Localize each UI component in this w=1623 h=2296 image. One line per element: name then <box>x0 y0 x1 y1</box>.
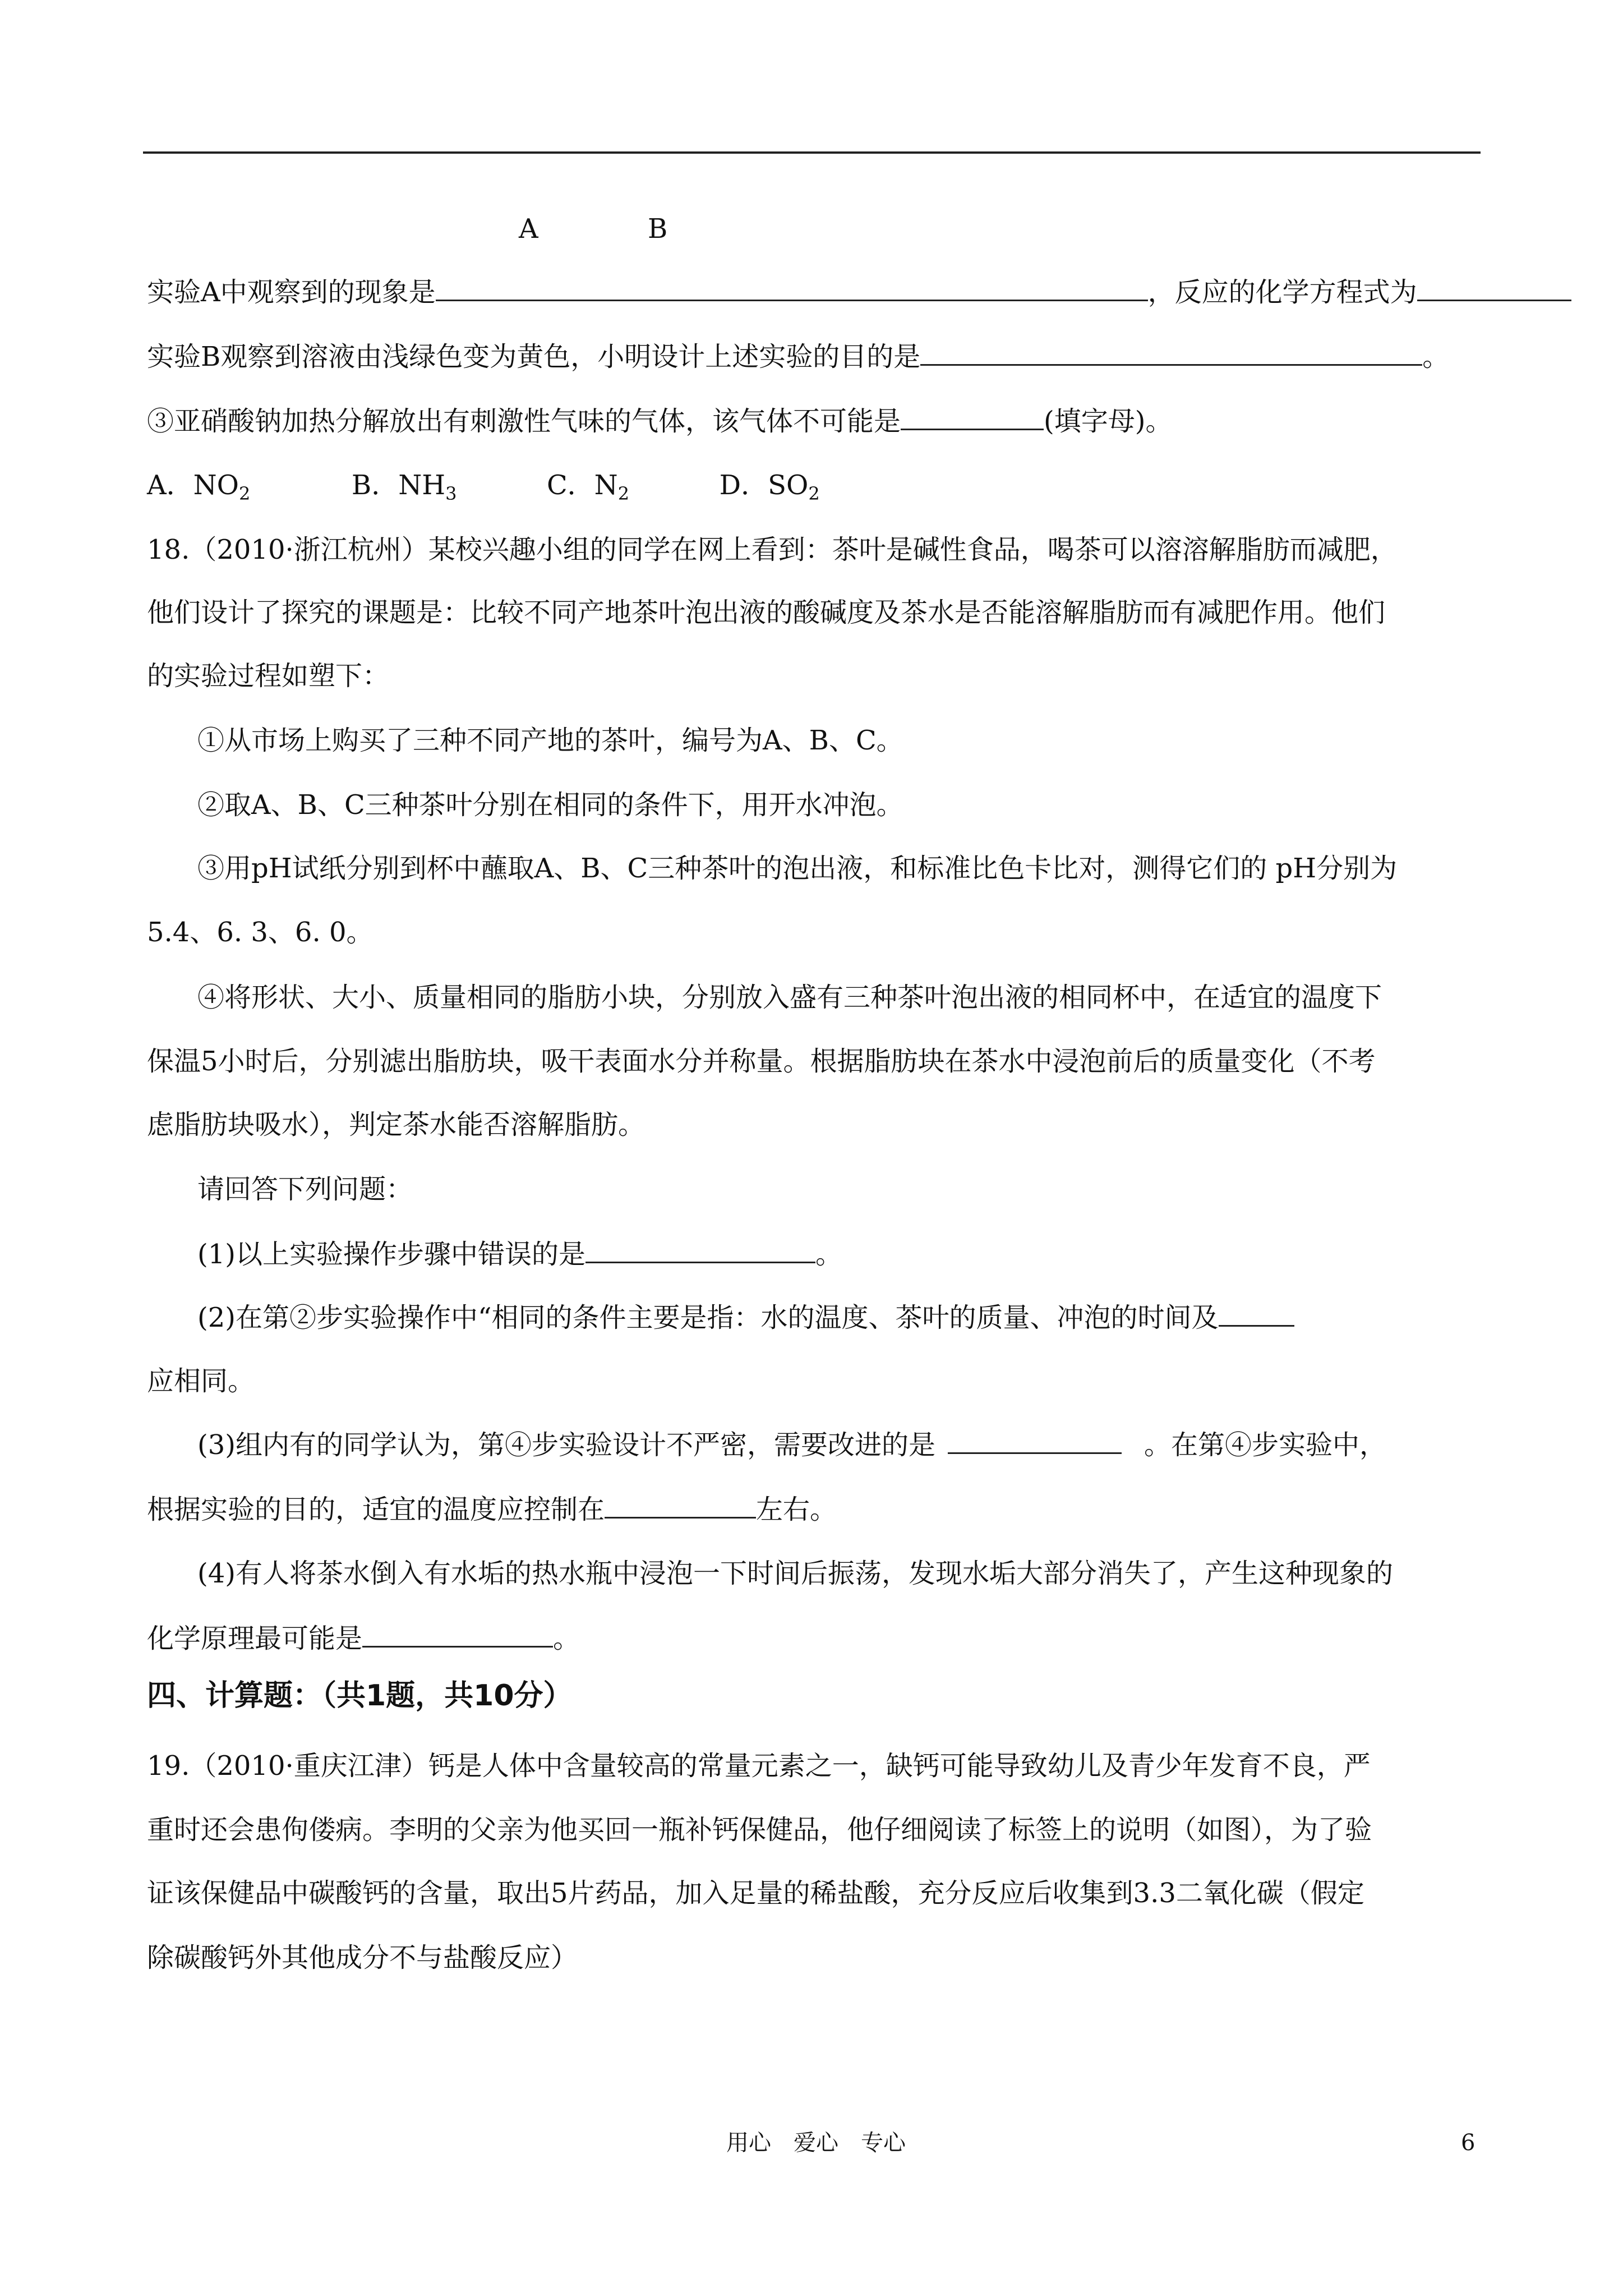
q18-sub1 <box>197 1237 842 1271</box>
punctuation: 。 <box>553 1623 580 1654</box>
q19-line2: 重时还会患佝偻病。李明的父亲为他买回一瓶补钙保健品，他仔细阅读了标签上的说明（如图），为了验 <box>147 1814 1372 1846</box>
q18-sub2-line1 <box>197 1300 1294 1335</box>
q18-step1: ①从市场上购买了三种不同产地的茶叶，编号为A、B、C。 <box>197 725 903 756</box>
q18-intro-line3: 的实验过程如塑下： <box>147 660 390 692</box>
sub3-temp-text: 根据实验的目的，适宜的温度应控制在 <box>147 1494 605 1525</box>
page-number: 6 <box>1461 2130 1476 2156</box>
answer-blank-equation[interactable] <box>1417 275 1571 301</box>
sub1-text: (1)以上实验操作步骤中错误的是 <box>197 1239 585 1270</box>
q17-options <box>147 468 820 510</box>
q18-sub4-line1: (4)有人将茶水倒入有水垢的热水瓶中浸泡一下时间后振荡，发现水垢大部分消失了，产生这种现象的 <box>197 1558 1393 1589</box>
sub2-text: (2)在第②步实验操作中“相同的条件主要是指：水的温度、茶叶的质量、冲泡的时间及 <box>197 1302 1219 1333</box>
option-d: D．$SO_2$ <box>719 470 820 504</box>
q18-step4-line2: 保温5小时后，分别滤出脂肪块，吸干表面水分并称量。根据脂肪块在茶水中浸泡前后的质量变化（不考 <box>147 1046 1376 1077</box>
sub3-temp-end: 左右。 <box>756 1494 837 1525</box>
q18-step4-line1: ④将形状、大小、质量相同的脂肪小块，分别放入盛有三种茶叶泡出液的相同杯中，在适宜的温度下 <box>197 982 1382 1013</box>
q17-line2 <box>147 339 1449 374</box>
header-rule <box>143 151 1481 154</box>
q18-sub4-line2 <box>147 1621 580 1655</box>
q18-step4-line3: 虑脂肪块吸水），判定茶水能否溶解脂肪。 <box>147 1109 645 1140</box>
option-b: B．$NH_3$ <box>351 470 457 504</box>
q18-step3-line1: ③用pH试纸分别到杯中蘸取A、B、C三种茶叶的泡出液，和标准比色卡比对，测得它们的 pH分别为 <box>197 853 1398 884</box>
punctuation: 。 <box>815 1239 843 1270</box>
punctuation: 。 <box>1422 341 1450 372</box>
q17-equation-label: ，反应的化学方程式为 <box>1147 277 1417 308</box>
q18-intro-line2: 他们设计了探究的课题是：比较不同产地茶叶泡出液的酸碱度及茶水是否能溶解脂肪而有减肥作用。他们 <box>147 597 1386 628</box>
q19-line1: 19.（2010·重庆江津）钙是人体中含量较高的常量元素之一，缺钙可能导致幼儿及青少年发育不良，严 <box>147 1750 1371 1782</box>
figure-label-b: B <box>648 213 668 245</box>
q18-step3-line2: 5.4、6. 3、6. 0。 <box>147 917 374 948</box>
answer-blank-purpose[interactable] <box>920 339 1422 366</box>
q17-phenomenon-label: 实验A中观察到的现象是 <box>147 277 436 308</box>
section-heading: 四、计算题：（共1题，共10分） <box>147 1679 573 1713</box>
q18-step2: ②取A、B、C三种茶叶分别在相同的条件下，用开水冲泡。 <box>197 789 903 821</box>
q17-gas-label: ③亚硝酸钠加热分解放出有刺激性气味的气体，该气体不可能是 <box>147 406 901 437</box>
option-c: C．$N_2$ <box>546 470 630 504</box>
figure-label-a: A <box>519 213 538 245</box>
q19-line3: 证该保健品中碳酸钙的含量，取出5片药品，加入足量的稀盐酸，充分反应后收集到3.3二氧化碳（假定 <box>147 1878 1364 1909</box>
answer-blank-sub2[interactable] <box>1219 1300 1294 1327</box>
answer-blank-sub3-improve[interactable] <box>948 1428 1122 1454</box>
q17-purpose-label: 实验B观察到溶液由浅绿色变为黄色，小明设计上述实验的目的是 <box>147 341 921 372</box>
q18-intro-line1: 18.（2010·浙江杭州）某校兴趣小组的同学在网上看到：茶叶是碱性食品，喝茶可以溶溶解脂肪而减肥， <box>147 534 1398 565</box>
answer-blank-sub1[interactable] <box>585 1237 815 1263</box>
answer-blank-gas[interactable] <box>901 404 1044 430</box>
answer-blank-phenomenon[interactable] <box>436 275 1148 301</box>
answer-blank-sub3-temp[interactable] <box>605 1492 756 1519</box>
q18-prompt: 请回答下列问题： <box>197 1174 413 1205</box>
q19-line4: 除碳酸钙外其他成分不与盐酸反应） <box>147 1942 578 1973</box>
q18-sub3-line2 <box>147 1492 837 1526</box>
answer-blank-sub4[interactable] <box>362 1621 553 1648</box>
q17-line3 <box>147 404 1172 438</box>
q18-sub3-line1 <box>197 1428 1386 1462</box>
fill-letter-note: (填字母)。 <box>1044 406 1173 437</box>
footer-slogan: 用心 爱心 专心 <box>726 2130 906 2156</box>
q17-line1 <box>147 275 1571 309</box>
sub3-text-cont: 。在第④步实验中， <box>1144 1429 1387 1461</box>
option-a: A．$NO_2$ <box>147 470 251 504</box>
sub3-text: (3)组内有的同学认为，第④步实验设计不严密，需要改进的是 <box>197 1429 935 1461</box>
q18-sub2-line2: 应相同。 <box>147 1365 255 1397</box>
sub4-text: 化学原理最可能是 <box>147 1623 363 1654</box>
